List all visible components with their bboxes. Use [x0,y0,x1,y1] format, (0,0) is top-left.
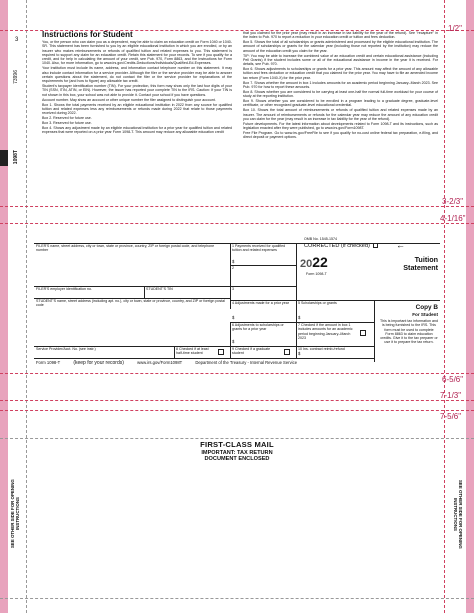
box7-label: 7 Checked if the amount in box 1 includes amounts for an academic period beginning January–March 2023 [298,323,353,340]
box5-divider [296,300,297,358]
margin-code-b [13,150,19,164]
margin-code-a [13,70,19,84]
corrected-text: CORRECTED (if checked) [304,243,370,249]
fold-line-4 [0,373,474,374]
side-instructions-right: SEE OTHER SIDE FOR OPENING INSTRUCTIONS [453,479,463,549]
box5-dollar: $ [298,315,301,320]
student-tin-divider [144,286,145,298]
fold-label-1: 1/2" [448,24,462,33]
student-name-label: STUDENT'S name, street address (including apt. no.), city or town, state or province, country, and ZIP or foreign postal code [36,299,225,308]
instructions-left-para: Account number. May show an account or other unique number the filer assigned to distinguish your account. [42,97,216,102]
side-instructions-left: SEE OTHER SIDE FOR OPENING INSTRUCTIONS [10,479,20,549]
black-margin-tab [0,150,8,166]
mailer-enclosed: DOCUMENT ENCLOSED [204,456,270,462]
year-suffix: 22 [312,254,328,270]
fold-line-2 [0,206,474,207]
filer-tin-label: FILER'S employer identification no. [36,287,93,291]
box10-label: 10 Ins. contract reimb./refund [298,347,345,351]
instructions-right-para: that you claimed for the prior year (may result in an increase in tax liability for the year of the refund). See "recapture" in the index to Pub. 970 to report a reduction in your education credit or tuition and fees deduction. [243,31,438,40]
fold-label-4: 6-5/6" [442,375,464,384]
footer-keep: (keep for your records) [73,360,124,366]
copy-b-divider [374,300,375,362]
box10-dollar: $ [298,351,301,356]
instructions-right-para: Free File Program. Go to www.irs.gov/FreeFile to see if you qualify for no-cost online federal tax preparation, e-filing, and direct deposit or payment options. [243,130,438,140]
copy-b-subtitle: For Student [412,312,438,317]
copy-b-title: Copy B [415,304,438,311]
footer-dept: Department of the Treasury - Internal Revenue Service [195,360,298,365]
instructions-left-column [42,40,232,205]
box6-label: 6 Adjustments to scholarships or grants for a prior year [232,323,284,332]
mailer-important: IMPORTANT: TAX RETURN [201,450,273,456]
instructions-left-para: Box 2. Reserved for future use. [42,116,92,121]
service-provider-label: Service Provider/Acct. No. (see instr.) [36,347,96,351]
instructions-left-para: Box 3. Reserved for future use. [42,120,92,125]
fold-line-6 [0,410,474,411]
box4-label: 4 Adjustments made for a prior year [232,301,289,305]
student-tin-label: STUDENT'S TIN [146,287,173,291]
instructions-right-para: Future developments. For the latest information about developments related to Form 1098-T and its instructions, such as legislation enacted after they were published, go to www.irs.gov/Form1098T. [243,121,438,130]
form-footer [36,360,440,366]
form-bottom-border [34,358,374,359]
fold-label-5: 7-1/3" [440,391,462,400]
year-block [300,254,328,272]
box9-checkbox[interactable] [284,349,290,355]
box4-dollar: $ [232,315,235,320]
arrow-left-icon: ← [396,240,405,250]
omb-number: OMB No. 1545-1574 [304,237,337,241]
instructions-left-para: Your institution must include its name, address, and information contact telephone number on this statement. It may also include contact information for a service provider. Although the filer or the service provider may be able to answer certain questions about the statement, do not contact the filer or the service provider for explanations of the requirements for (and how to figure) any allowable tax credit. [42,66,232,84]
year-prefix: 20 [300,258,313,270]
box1-label: 1 Payments received for qualified tuition and related expenses [232,244,286,253]
instructions-right-para: Box 7. Shows whether the amount in box 1 includes amounts for an academic period beginning January–March 2023. See Pub. 970 for how to report these amounts. [243,80,438,89]
perforation-line-7 [0,438,474,439]
instructions-left-para: Box 1. Shows the total payments received by an eligible educational institution in 2022 from any source for qualified tuition and related expenses less any reimbursements or refunds made during 2022 that relate to those payments received during 2022. [42,102,232,116]
instructions-title: Instructions for Student [42,30,133,39]
copy-b-text: This is important tax information and is being furnished to the IRS. This form must be used to complete Form 8863 to claim education credits. Give it to the tax preparer or use it to prepare the tax return. [380,319,438,345]
instructions-right-para: Box 9. Shows whether you are considered to be enrolled in a program leading to a graduate degree, graduate-level certificate, or other recognized graduate-level educational credential. [243,99,438,108]
mailer-first-class: FIRST-CLASS MAIL [200,440,274,449]
box8-label: 8 Checked if at least half-time student [176,347,209,356]
instructions-right-para: Box 6. Shows adjustments to scholarships or grants for a prior year. This amount may affect the amount of any allowable tuition and fees deduction or education credit that you claimed for the prior year. You may have to file an amended income tax return (Form 1040-X) for the prior year. [243,67,438,80]
mailer-block [150,440,324,462]
form-title [352,256,438,272]
footer-form: Form 1098-T [36,360,61,365]
instructions-right-column [243,31,438,205]
margin-code-a-text: 73996 [13,70,19,84]
instructions-right-para: Box 10. Shows the total amount of reimbursements or refunds of qualified tuition and related expenses made by an insurer. The amount of reimbursements or refunds for the calendar year may reduce the amount of any education credit you can claim for the year (may result in an increase in tax liability for the year of the refund). [243,108,438,121]
fold-label-2: 3-2/3" [442,197,464,206]
fold-label-6: 7-5/6" [440,412,462,421]
box7-checkbox[interactable] [360,330,366,336]
fold-line-5 [0,400,474,401]
vertical-perforation-left [26,0,27,613]
year-divider [296,243,297,300]
box6-dollar: $ [232,339,235,344]
form-title-line1: Tuition [414,255,438,264]
box3-label: 3 [232,287,234,291]
perforation-line-8 [0,598,474,599]
instructions-left-para: Student's taxpayer identification number (TIN). For your protection, this form may show only the last four digits of your TIN (SSN, ITIN, ATIN, or EIN). However, the issuer has reported your complete TIN to the IRS. Caution: If your TIN is not shown in this box, your school was not able to provide it. Contact your school if you have questions. [42,84,232,97]
margin-page-number: 3 [15,37,19,43]
box8-divider [174,346,175,358]
box2-top [230,265,296,266]
pink-margin-strip-right [466,0,474,613]
instructions-left-para: Box 4. Shows any adjustment made by an eligible educational institution for a prior year for qualified tuition and related expenses that were reported on a prior year Form 1098-T. This amount may reduce any allowable education credit [42,125,232,135]
box8-checkbox[interactable] [218,349,224,355]
box9-left [230,322,231,358]
fold-line-3 [0,223,474,224]
instructions-right-para: TIP: You may be able to increase the combined value of an education credit and certain educational assistance (including Pell Grants) if the student includes some or all of the educational assistance in income in the year it is received. For details, see Pub. 970. [243,53,438,67]
form-name-small: Form 1098-T [306,272,327,276]
instructions-left-para: You, or the person who can claim you as a dependent, may be able to claim an education credit on Form 1040 or 1040-SR. This statement has been furnished to you by an eligible educational institution in which you are enrolled, or by an insurer who makes reimbursements or refunds of qualified tuition and related expenses to you. This statement is required to support any claim for an education credit. Retain this statement for your records. To see if you qualify for a credit, and for help in calculating the amount of your credit, see Pub. 970, Form 8863, and the Instructions for Form 1040. Also, for more information, go to www.irs.gov/Credits-Deductions/Individuals/Qualified-Ed-Expenses. [42,40,232,66]
box9-label: 9 Checked if a graduate student [232,347,271,356]
vertical-fold-line [444,0,445,613]
margin-code-b-text: 1098T [13,150,19,165]
box5-label: 5 Scholarships or grants [298,301,337,305]
footer-url: www.irs.gov/Form1098T [137,360,183,365]
instructions-right-para: Box 5. Shows the total of all scholarships or grants administered and processed by the eligible educational institution. The amount of scholarships or grants for the calendar year (including those not reported by the institution) may reduce the amount of the education credit you claim for the year. [243,40,438,53]
form-title-line2: Statement [403,263,438,272]
fold-label-3: 4-1/16" [440,214,466,223]
form-1098t [34,236,440,366]
box2-label: 2 [232,266,234,270]
filer-name-label: FILER'S name, street address, city or town, state or province, country, ZIP or foreign postal code, and telephone number [36,244,215,253]
instructions-right-para: Box 8. Shows whether you are considered to be carrying at least one-half the normal full-time workload for your course of study at the reporting institution. [243,89,438,99]
pink-margin-strip-left [0,0,8,613]
box1-dollar: $ [232,259,235,264]
